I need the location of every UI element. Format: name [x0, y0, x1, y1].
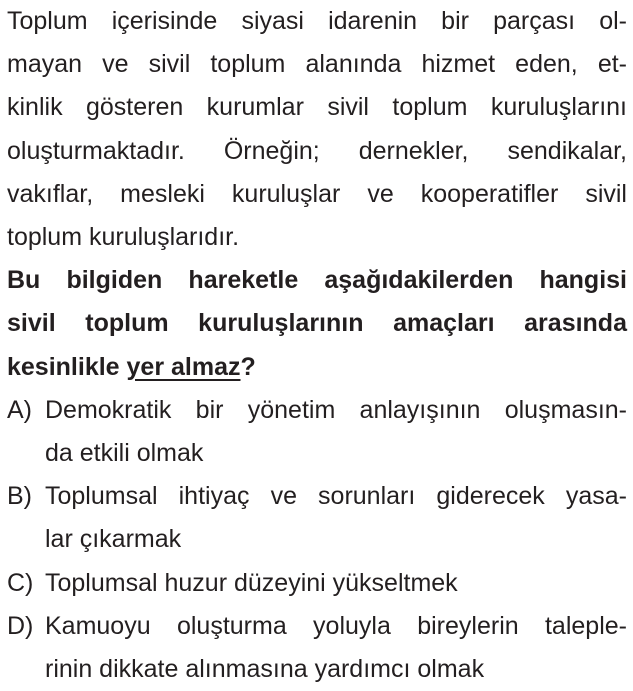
passage-line: mayan ve sivil toplum alanında hizmet eden, et- [7, 50, 627, 79]
option-a[interactable] [7, 389, 627, 475]
passage-line: vakıflar, mesleki kuruluşlar ve kooperatifler sivil [7, 179, 627, 208]
passage [7, 0, 627, 259]
question-emphasis: yer almaz [126, 352, 241, 381]
passage-line: kinlik gösteren kurumlar sivil toplum kuruluşlarını [7, 93, 627, 122]
option-letter: B) [7, 482, 32, 511]
option-letter: C) [7, 568, 34, 597]
option-text: Kamuoyu oluşturma yoluyla bireylerin taleple- [45, 611, 627, 640]
option-text: Demokratik bir yönetim anlayışının oluşmasın- [45, 395, 627, 424]
option-text: Toplumsal ihtiyaç ve sorunları giderecek yasa- [45, 482, 627, 511]
option-d[interactable] [7, 605, 627, 691]
option-text: da etkili olmak [45, 439, 204, 468]
answer-options [7, 389, 627, 691]
option-c[interactable] [7, 562, 627, 605]
option-text: lar çıkarmak [45, 525, 182, 554]
question-line [7, 346, 627, 389]
option-b[interactable] [7, 475, 627, 561]
option-letter: A) [7, 395, 32, 424]
question-line: Bu bilgiden hareketle aşağıdakilerden hangisi [7, 266, 627, 295]
passage-line: Toplum içerisinde siyasi idarenin bir parçası ol- [7, 7, 627, 35]
question-stem [7, 259, 627, 389]
passage-line: toplum kuruluşlarıdır. [7, 223, 240, 252]
option-text: Toplumsal huzur düzeyini yükseltmek [45, 568, 458, 597]
question-prefix: kesinlikle [7, 352, 127, 381]
question-mark: ? [240, 352, 256, 381]
option-letter: D) [7, 611, 34, 640]
option-text: rinin dikkate alınmasına yardımcı olmak [45, 655, 485, 684]
question-line: sivil toplum kuruluşlarının amaçları arasında [7, 309, 627, 338]
passage-line: oluşturmaktadır. Örneğin; dernekler, sendikalar, [7, 136, 627, 165]
